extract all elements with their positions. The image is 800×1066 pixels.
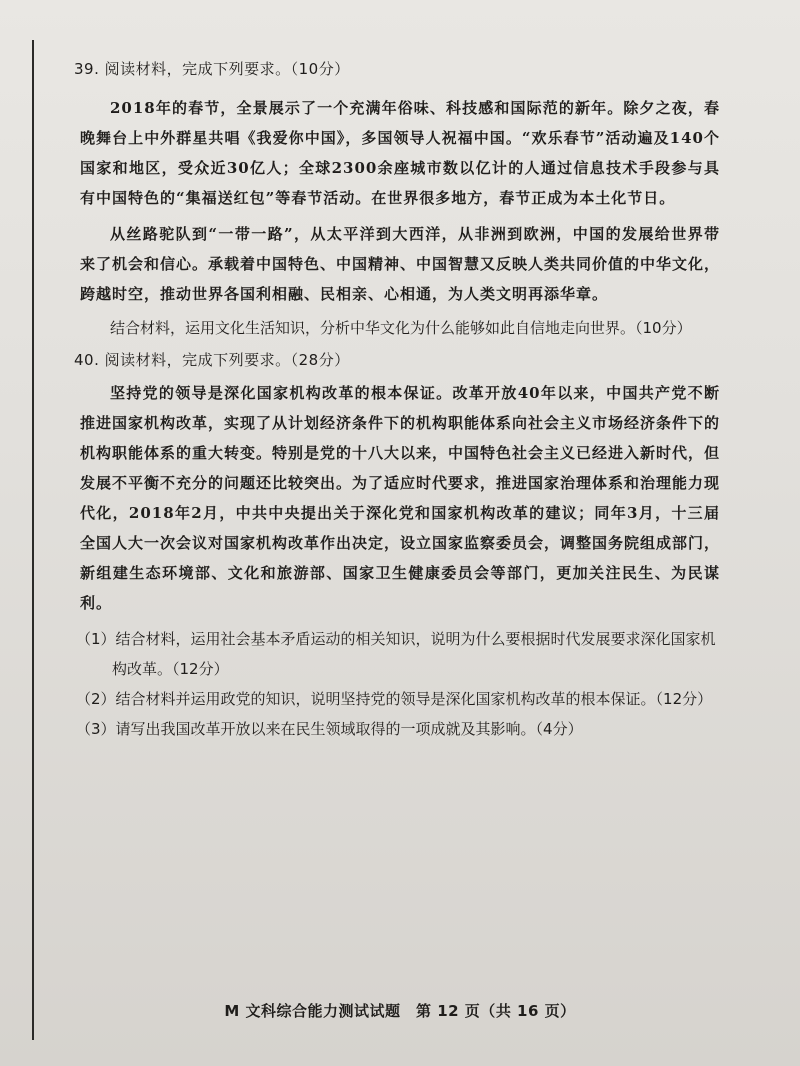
q39-question: 结合材料，运用文化生活知识，分析中华文化为什么能够如此自信地走向世界。（10分） (110, 319, 692, 337)
page-footer: M 文科综合能力测试试题 第 12 页（共 16 页） (224, 1002, 576, 1020)
page-content (74, 58, 721, 744)
q40-sub-question-1: （1）结合材料，运用社会基本矛盾运动的相关知识，说明为什么要根据时代发展要求深化国家机构改革。（12分） (76, 630, 716, 678)
q40-title: 40. 阅读材料，完成下列要求。（28分） (74, 351, 350, 369)
q40-sub-question-2: （2）结合材料并运用政党的知识，说明坚持党的领导是深化国家机构改革的根本保证。（12分） (76, 690, 713, 708)
binding-margin-line (32, 40, 34, 1040)
q40-sub-question-3: （3）请写出我国改革开放以来在民生领域取得的一项成就及其影响。（4分） (76, 720, 583, 738)
q39-paragraph-1: 2018年的春节，全景展示了一个充满年俗味、科技感和国际范的新年。除夕之夜，春晚舞台上中外群星共唱《我爱你中国》，多国领导人祝福中国。“欢乐春节”活动遍及140个国家和地区，受众近30亿人；全球2300余座城市数以亿计的人通过信息技术手段参与具有中国特色的“集福送红包”等春节活动。在世界很多地方，春节正成为本土化节日。 (80, 99, 720, 207)
q39-paragraph-2: 从丝路驼队到“一带一路”，从太平洋到大西洋，从非洲到欧洲，中国的发展给世界带来了机会和信心。承载着中国特色、中国精神、中国智慧又反映人类共同价值的中华文化，跨越时空，推动世界各国利相融、民相亲、心相通，为人类文明再添华章。 (80, 225, 721, 303)
q40-paragraph-1: 坚持党的领导是深化国家机构改革的根本保证。改革开放40年以来，中国共产党不断推进国家机构改革，实现了从计划经济条件下的机构职能体系向社会主义市场经济条件下的机构职能体系的重大转变。特别是党的十八大以来，中国特色社会主义已经进入新时代，但发展不平衡不充分的问题还比较突出。为了适应时代要求，推进国家治理体系和治理能力现代化，2018年2月，中共中央提出关于深化党和国家机构改革的建议；同年3月，十三届全国人大一次会议对国家机构改革作出决定，设立国家监察委员会，调整国务院组成部门，新组建生态环境部、文化和旅游部、国家卫生健康委员会等部门，更加关注民生、为民谋利。 (80, 384, 721, 612)
q39-title: 39. 阅读材料，完成下列要求。（10分） (74, 60, 350, 78)
